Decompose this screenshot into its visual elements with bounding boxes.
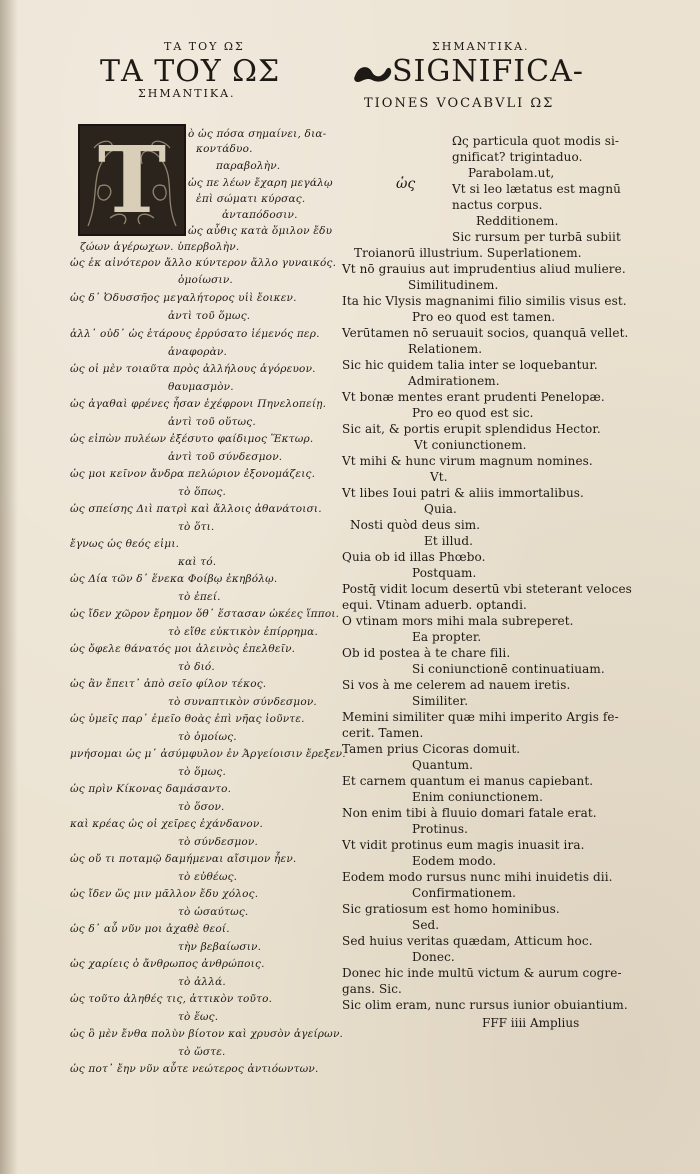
latin-line: Pro eo quod est tamen.	[412, 310, 556, 324]
latin-line: Sed.	[412, 918, 440, 932]
greek-line: τὸ ἐπεί.	[178, 591, 221, 603]
left-title: ΤΑ ΤΟΥ ΩΣ	[100, 54, 281, 89]
latin-line: Si coniunctionē continuatiuam.	[412, 662, 605, 676]
latin-line: Pro eo quod est sic.	[412, 406, 534, 420]
greek-line: ὡς ἀγαθαὶ φρένες ἦσαν ἐχέφρονι Πηνελοπείῃ.	[70, 398, 327, 410]
right-title: SIGNIFICA-	[392, 54, 584, 89]
latin-line: Protinus.	[412, 822, 469, 836]
greek-line: κοντάδυο.	[196, 143, 253, 155]
latin-line: Vt libes Ioui patri & aliis immortalibus.	[342, 486, 584, 500]
greek-line: ὁμοίωσιν.	[178, 274, 233, 286]
greek-line: ὡς δ᾽ Ὀδυσσῆος μεγαλήτορος υἱὶ ἔοικεν.	[70, 292, 297, 304]
greek-line: ὡς ποτ᾽ ἔην νῦν αὖτε νεώτερος ἀντιόωντων.	[70, 1063, 319, 1075]
greek-line: ὡς ἴδεν ὥς μιν μᾶλλον ἔδυ χόλος.	[70, 888, 259, 900]
greek-line: ὡς ἂν ἔπειτ᾽ ἀπὸ σεῖο φίλον τέκος.	[70, 678, 267, 690]
latin-line: Admirationem.	[408, 374, 500, 388]
greek-line: ὡς πρὶν Κίκονας δαμάσαντο.	[70, 783, 232, 795]
greek-line: τὸ ὅσον.	[178, 801, 225, 813]
latin-line: Troianorū illustrium. Superlationem.	[354, 246, 582, 260]
latin-line: Enim coniunctionem.	[412, 790, 544, 804]
latin-line: Parabolam.ut,	[468, 166, 555, 180]
latin-line: Ob id postea à te chare fili.	[342, 646, 511, 660]
latin-line: Eodem modo rursus nunc mihi inuidetis dii.	[342, 870, 613, 884]
latin-line: Similitudinem.	[408, 278, 499, 292]
latin-line: Vt coniunctionem.	[414, 438, 527, 452]
latin-line: Memini similiter quæ mihi imperito Argis fe-	[342, 710, 619, 724]
greek-line: παραβολὴν.	[216, 160, 281, 172]
latin-line: Sic gratiosum est homo hominibus.	[342, 902, 560, 916]
greek-line: ὡς οὔ τι ποταμῷ δαμήμεναι αἴσιμον ἦεν.	[70, 853, 297, 865]
latin-line: Similiter.	[412, 694, 469, 708]
left-subtitle: ΣΗΜΑΝΤΙΚΑ.	[138, 87, 236, 100]
greek-line: καὶ τό.	[178, 556, 217, 568]
latin-line: Ea propter.	[412, 630, 482, 644]
latin-line: Redditionem.	[476, 214, 559, 228]
latin-line: Quantum.	[412, 758, 473, 772]
greek-line: ὡς δ᾽ αὖ νῦν μοι ἀχαθὲ θεοί.	[70, 923, 230, 935]
latin-line: Donec.	[412, 950, 455, 964]
greek-line: ζώων ἀγέρωχων. ὑπερβολὴν.	[80, 241, 240, 253]
greek-line: ὡς ὄφελε θάνατός μοι ἀλεινὸς ἐπελθεῖν.	[70, 643, 296, 655]
greek-line: τὸ εὐθέως.	[178, 871, 238, 883]
greek-line: τὸ ὥστε.	[178, 1046, 226, 1058]
latin-line: Quia ob id illas Phœbo.	[342, 550, 486, 564]
latin-line: Ως particula quot modis si-	[452, 134, 620, 148]
greek-line: ἐπὶ σώματι κύρσας.	[196, 193, 306, 205]
greek-line: ἔγνως ὡς θεός εἰμι.	[70, 538, 180, 550]
right-running-head: ΣΗΜΑΝΤΙΚΑ.	[432, 40, 530, 53]
latin-line: Ita hic Vlysis magnanimi filio similis visus est.	[342, 294, 627, 308]
latin-line: Sic olim eram, nunc rursus iunior obuiantium.	[342, 998, 628, 1012]
initial-letter: T	[97, 126, 167, 234]
greek-line: ὡς Δία τῶν δ᾽ ἕνεκα Φοίβῳ ἑκηβόλῳ.	[70, 573, 278, 585]
greek-line: θαυμασμὸν.	[168, 381, 234, 393]
greek-line: ἀντὶ τοῦ σύνδεσμον.	[168, 451, 283, 463]
greek-line: ἀντὶ τοῦ οὕτως.	[168, 416, 256, 428]
latin-line: Nosti quòd deus sim.	[350, 518, 481, 532]
greek-line: τὸ συναπτικὸν σύνδεσμον.	[168, 696, 317, 708]
latin-line: Vt vidit protinus eum magis inuasit ira.	[342, 838, 585, 852]
greek-line: ὡς πε λέων ἔχαρη μεγάλῳ	[188, 177, 333, 189]
latin-line: Sic ait, & portis erupit splendidus Hector.	[342, 422, 601, 436]
latin-line: Non enim tibi à fluuio domari fatale erat.	[342, 806, 597, 820]
latin-line: gans. Sic.	[342, 982, 402, 996]
greek-line: ἀνταπόδοσιν.	[222, 209, 298, 221]
greek-line: ἀναφορὰν.	[168, 346, 228, 358]
greek-line: ὡς ἐκ αἰνότερον ἄλλο κύντερον ἄλλο γυναικός.	[70, 257, 337, 269]
latin-line: Eodem modo.	[412, 854, 497, 868]
latin-line: Tamen prius Cicoras domuit.	[342, 742, 521, 756]
latin-line: Vt si leo lætatus est magnū	[452, 182, 621, 196]
greek-line: τὸ ἀλλά.	[178, 976, 226, 988]
greek-line: ὡς σπείσης Διὶ πατρὶ καὶ ἄλλοις ἀθανάτοισι.	[70, 503, 322, 515]
latin-line: Confirmationem.	[412, 886, 517, 900]
greek-line: ἀντὶ τοῦ ὅμως.	[168, 310, 251, 322]
greek-line: ὡς ἴδεν χῶρον ἔρημον ὅθ᾽ ἕστασαν ὠκέες ἵπποι.	[70, 608, 340, 620]
catchword-footer: FFF iiii Amplius	[482, 1016, 580, 1030]
greek-line: τὸ ἕως.	[178, 1011, 219, 1023]
greek-line: μνήσομαι ὡς μ᾽ ἀσύμφυλον ἐν Ἀργείοισιν ἔρεξεν.	[70, 748, 346, 760]
greek-line: τὸ ὅτι.	[178, 521, 215, 533]
greek-line: τὴν βεβαίωσιν.	[178, 941, 262, 953]
greek-line: καὶ κρέας ὡς οἱ χεῖρες ἐχάνδανον.	[70, 818, 264, 830]
greek-line: ὡς εἰπὼν πυλέων ἐξέσυτο φαίδιμος Ἕκτωρ.	[70, 433, 314, 445]
latin-line: O vtinam mors mihi mala subreperet.	[342, 614, 574, 628]
greek-line: τὸ εἴθε εὐκτικὸν ἐπίρρημα.	[168, 626, 319, 638]
greek-line: ἀλλ᾽ οὐδ᾽ ὡς ἑτάρους ἐρρύσατο ἱέμενός περ.	[70, 328, 320, 340]
greek-line: ὡς ὃ μὲν ἔνθα πολὺν βίοτον καὶ χρυσὸν ἀγείρων.	[70, 1028, 344, 1040]
latin-line: Quia.	[424, 502, 457, 516]
latin-line: Et illud.	[424, 534, 474, 548]
greek-line: τὸ ὡσαύτως.	[178, 906, 249, 918]
latin-line: Sic rursum per turbā subiit	[452, 230, 621, 244]
latin-line: Vt nō grauius aut imprudentius aliud muliere.	[342, 262, 626, 276]
latin-line: Si vos à me celerem ad nauem iretis.	[342, 678, 571, 692]
latin-line: Sed huius veritas quædam, Atticum hoc.	[342, 934, 593, 948]
greek-line: τὸ διό.	[178, 661, 215, 673]
greek-line: ὡς ὑμεῖς παρ᾽ ἐμεῖο θοὰς ἐπὶ νῆας ἰοῦντε.	[70, 713, 305, 725]
latin-line: Verūtamen nō seruauit socios, quanquā vellet.	[342, 326, 629, 340]
greek-line: ὡς οἱ μὲν τοιαῦτα πρὸς ἀλλήλους ἀγόρευον.	[70, 363, 316, 375]
latin-line: Postq̄ vidit locum desertū vbi steterant veloces	[342, 582, 632, 596]
latin-line: cerit. Tamen.	[342, 726, 424, 740]
latin-line: gnificat? trigintaduo.	[452, 150, 583, 164]
latin-line: equi. Vtinam aduerb. optandi.	[342, 598, 527, 612]
latin-line: Relationem.	[408, 342, 483, 356]
greek-line: ὡς αὖθις κατὰ ὅμιλον ἔδυ	[188, 225, 333, 237]
greek-line: ὡς μοι κεῖνον ἄνδρα πελώριον ἐξονομάζεις.	[70, 468, 316, 480]
latin-line: Vt bonæ mentes erant prudenti Penelopæ.	[342, 390, 605, 404]
greek-line: τὸ σύνδεσμον.	[178, 836, 258, 848]
latin-line: Donec hic inde multū victum & aurum cogre-	[342, 966, 622, 980]
greek-line: τὸ ὁμοίως.	[178, 731, 237, 743]
left-running-head: ΤΑ ΤΟΥ ΩΣ	[164, 40, 245, 53]
greek-line: τὸ ὅπως.	[178, 486, 227, 498]
latin-line: Vt.	[430, 470, 448, 484]
margin-mark: ὡς	[396, 176, 416, 192]
greek-line: τὸ ὅμως.	[178, 766, 226, 778]
right-subtitle: TIONES VOCABVLI ΩΣ	[364, 96, 555, 111]
latin-line: Vt mihi & hunc virum magnum nomines.	[342, 454, 593, 468]
latin-line: nactus corpus.	[452, 198, 543, 212]
greek-line: ὸ ὡς πόσα σημαίνει, δια-	[188, 128, 327, 140]
latin-line: Et carnem quantum ei manus capiebant.	[342, 774, 594, 788]
greek-line: ὡς χαρίεις ὁ ἄνθρωπος ἀνθρώποις.	[70, 958, 265, 970]
latin-line: Postquam.	[412, 566, 477, 580]
greek-line: ὡς τοῦτο ἀληθές τις, ἀττικὸν τοῦτο.	[70, 993, 273, 1005]
latin-line: Sic hic quidem talia inter se loquebantur.	[342, 358, 598, 372]
